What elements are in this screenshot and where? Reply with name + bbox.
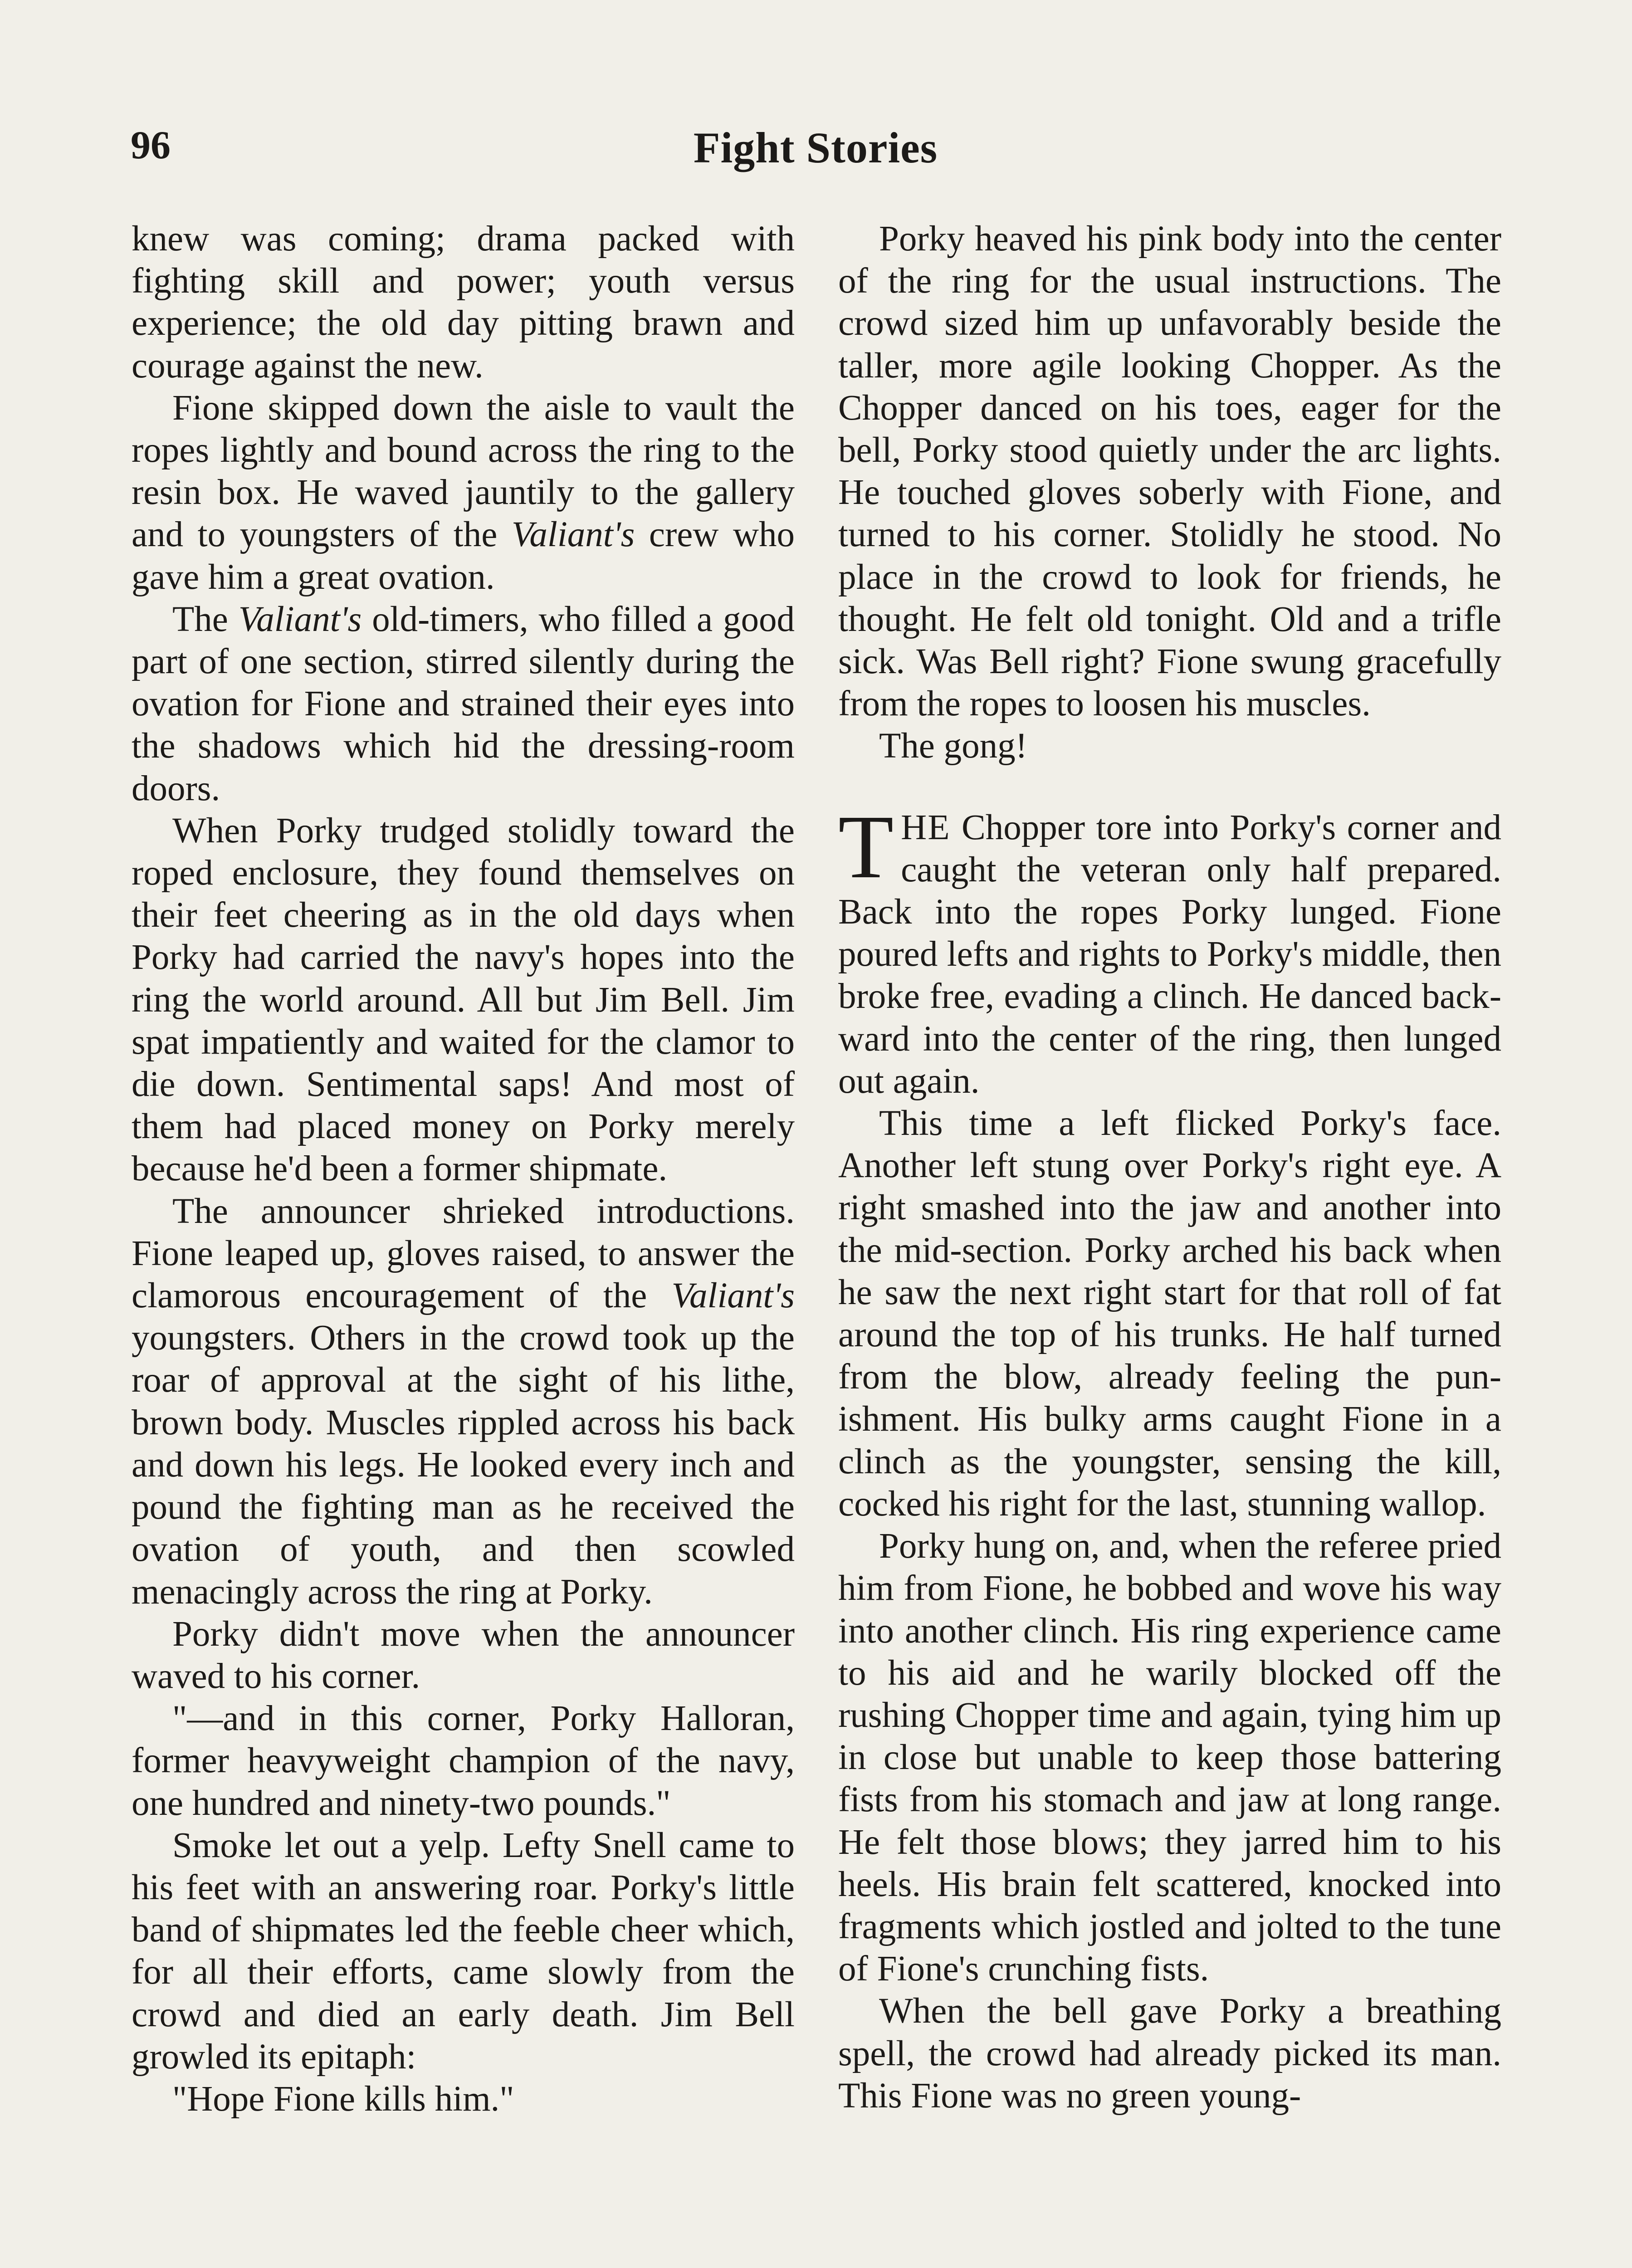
paragraph [132,598,795,810]
text-run: "Hope Fione kills him." [172,2079,514,2119]
ship-name: Valiant's [671,1276,795,1316]
text-run: Porky heaved his pink body into the center of the ring for the usual instructions. The crowd sized him up unfavorably beside the taller, more agile looking Chopper. As the Chopper danced on his toes, eager for the bell, Porky stood quietly under the arc lights. He touched gloves soberly with Fione, and turned to his corner. Stolidly he stood. No place in the crowd to look for friends, he thought. He felt old tonight. Old and a trifle sick. Was Bell right? Fione swung gracefully from the ropes to loosen his muscles. [838,219,1501,724]
paragraph [132,218,795,387]
paragraph [132,1824,795,2078]
paragraph [132,1697,795,1824]
text-run: knew was coming; drama packed with fighting skill and power; youth versus experience; the old day pitting brawn and courage against the new. [132,219,795,386]
text-run: When the bell gave Porky a breathing spell, the crowd had already picked its man. This Fione was no green young- [838,1991,1501,2116]
text-run: crew who gave him a great ovation. [132,515,795,597]
paragraph [838,725,1501,767]
text-run: Porky hung on, and, when the referee pried him from Fione, he bobbed and wove his way into another clinch. His ring experience came to his aid and he warily blocked off the rushing Chopper time and again, tying him up in close but unable to keep those battering fists from his stomach and jaw at long range. He felt those blows; they jarred him to his heels. His brain felt scattered, knocked into fragments which jostled and jolted to the tune of Fione's crunching fists. [838,1526,1501,1989]
text-run: youngsters. Others in the crowd took up the roar of approval at the sight of his lithe, brown body. Muscles rippled across his back and down his legs. He looked every inch and pound the fighting man as he received the ovation of youth, and then scowled menacingly across the ring at Porky. [132,1318,795,1612]
paragraph [132,810,795,1190]
paragraph [838,1990,1501,2117]
lead-in-caps: HE [901,807,951,847]
left-column [132,218,795,2120]
drop-cap: T [838,797,894,897]
paragraph [132,387,795,598]
text-run: Porky didn't move when the announcer waved to his corner. [132,1614,795,1696]
paragraph [132,1613,795,1697]
running-title: Fight Stories [693,123,938,172]
text-run: The gong! [879,726,1027,766]
paragraph [132,1190,795,1613]
section-paragraph [838,797,1501,1102]
text-run: When Porky trudged stolidly toward the roped enclosure, they found themselves on their feet cheering as in the old days when Porky had carried the navy's hopes into the ring the world around. All but Jim Bell. Jim spat impatiently and waited for the clamor to die down. Sentimental saps! And most of them had placed money on Porky merely because he'd been a former shipmate. [132,811,795,1189]
text-run: Chopper tore into Porky's corner and caught the veteran only half prepared. Back into the ropes Porky lunged. Fione poured lefts and rights to Porky's middle, then broke free, evading a clinch. He danced backward into the center of the ring, then lunged out again. [838,807,1501,1101]
text-run: The announcer shrieked introductions. Fione leaped up, gloves raised, to answer the clamorous encouragement of the [132,1191,795,1316]
ship-name: Valiant's [238,599,362,639]
paragraph [838,1102,1501,1525]
text-run: old-timers, who filled a good part of one section, stirred silently during the ovation for Fione and strained their eyes into the shadows which hid the dressing-room doors. [132,599,795,808]
page-header [131,122,1500,186]
text-run: Smoke let out a yelp. Lefty Snell came to his feet with an answering roar. Porky's little band of shipmates led the feeble cheer which, for all their efforts, came slowly from the crowd and died an early death. Jim Bell growled its epitaph: [132,1825,795,2077]
text-run: The [172,599,239,639]
paragraph [838,1525,1501,1990]
page-number: 96 [131,123,171,167]
text-run: Fione skipped down the aisle to vault the ropes lightly and bound across the ring to the resin box. He waved jauntily to the gallery and to youngsters of the [132,388,795,555]
ship-name: Valiant's [511,515,635,555]
text-run: This time a left flicked Porky's face. Another left stung over Porky's right eye. A right smashed into the jaw and another into the mid-section. Porky arched his back when he saw the next right start for that roll of fat around the top of his trunks. He half turned from the blow, already feeling the punishment. His bulky arms caught Fione in a clinch as the youngster, sensing the kill, cocked his right for the last, stunning wallop. [838,1104,1501,1524]
text-run: "—and in this corner, Porky Halloran, former heavyweight champion of the navy, one hundred and ninety-two pounds." [132,1699,795,1823]
paragraph [838,218,1501,725]
right-column [838,218,1501,2117]
paragraph [132,2078,795,2120]
